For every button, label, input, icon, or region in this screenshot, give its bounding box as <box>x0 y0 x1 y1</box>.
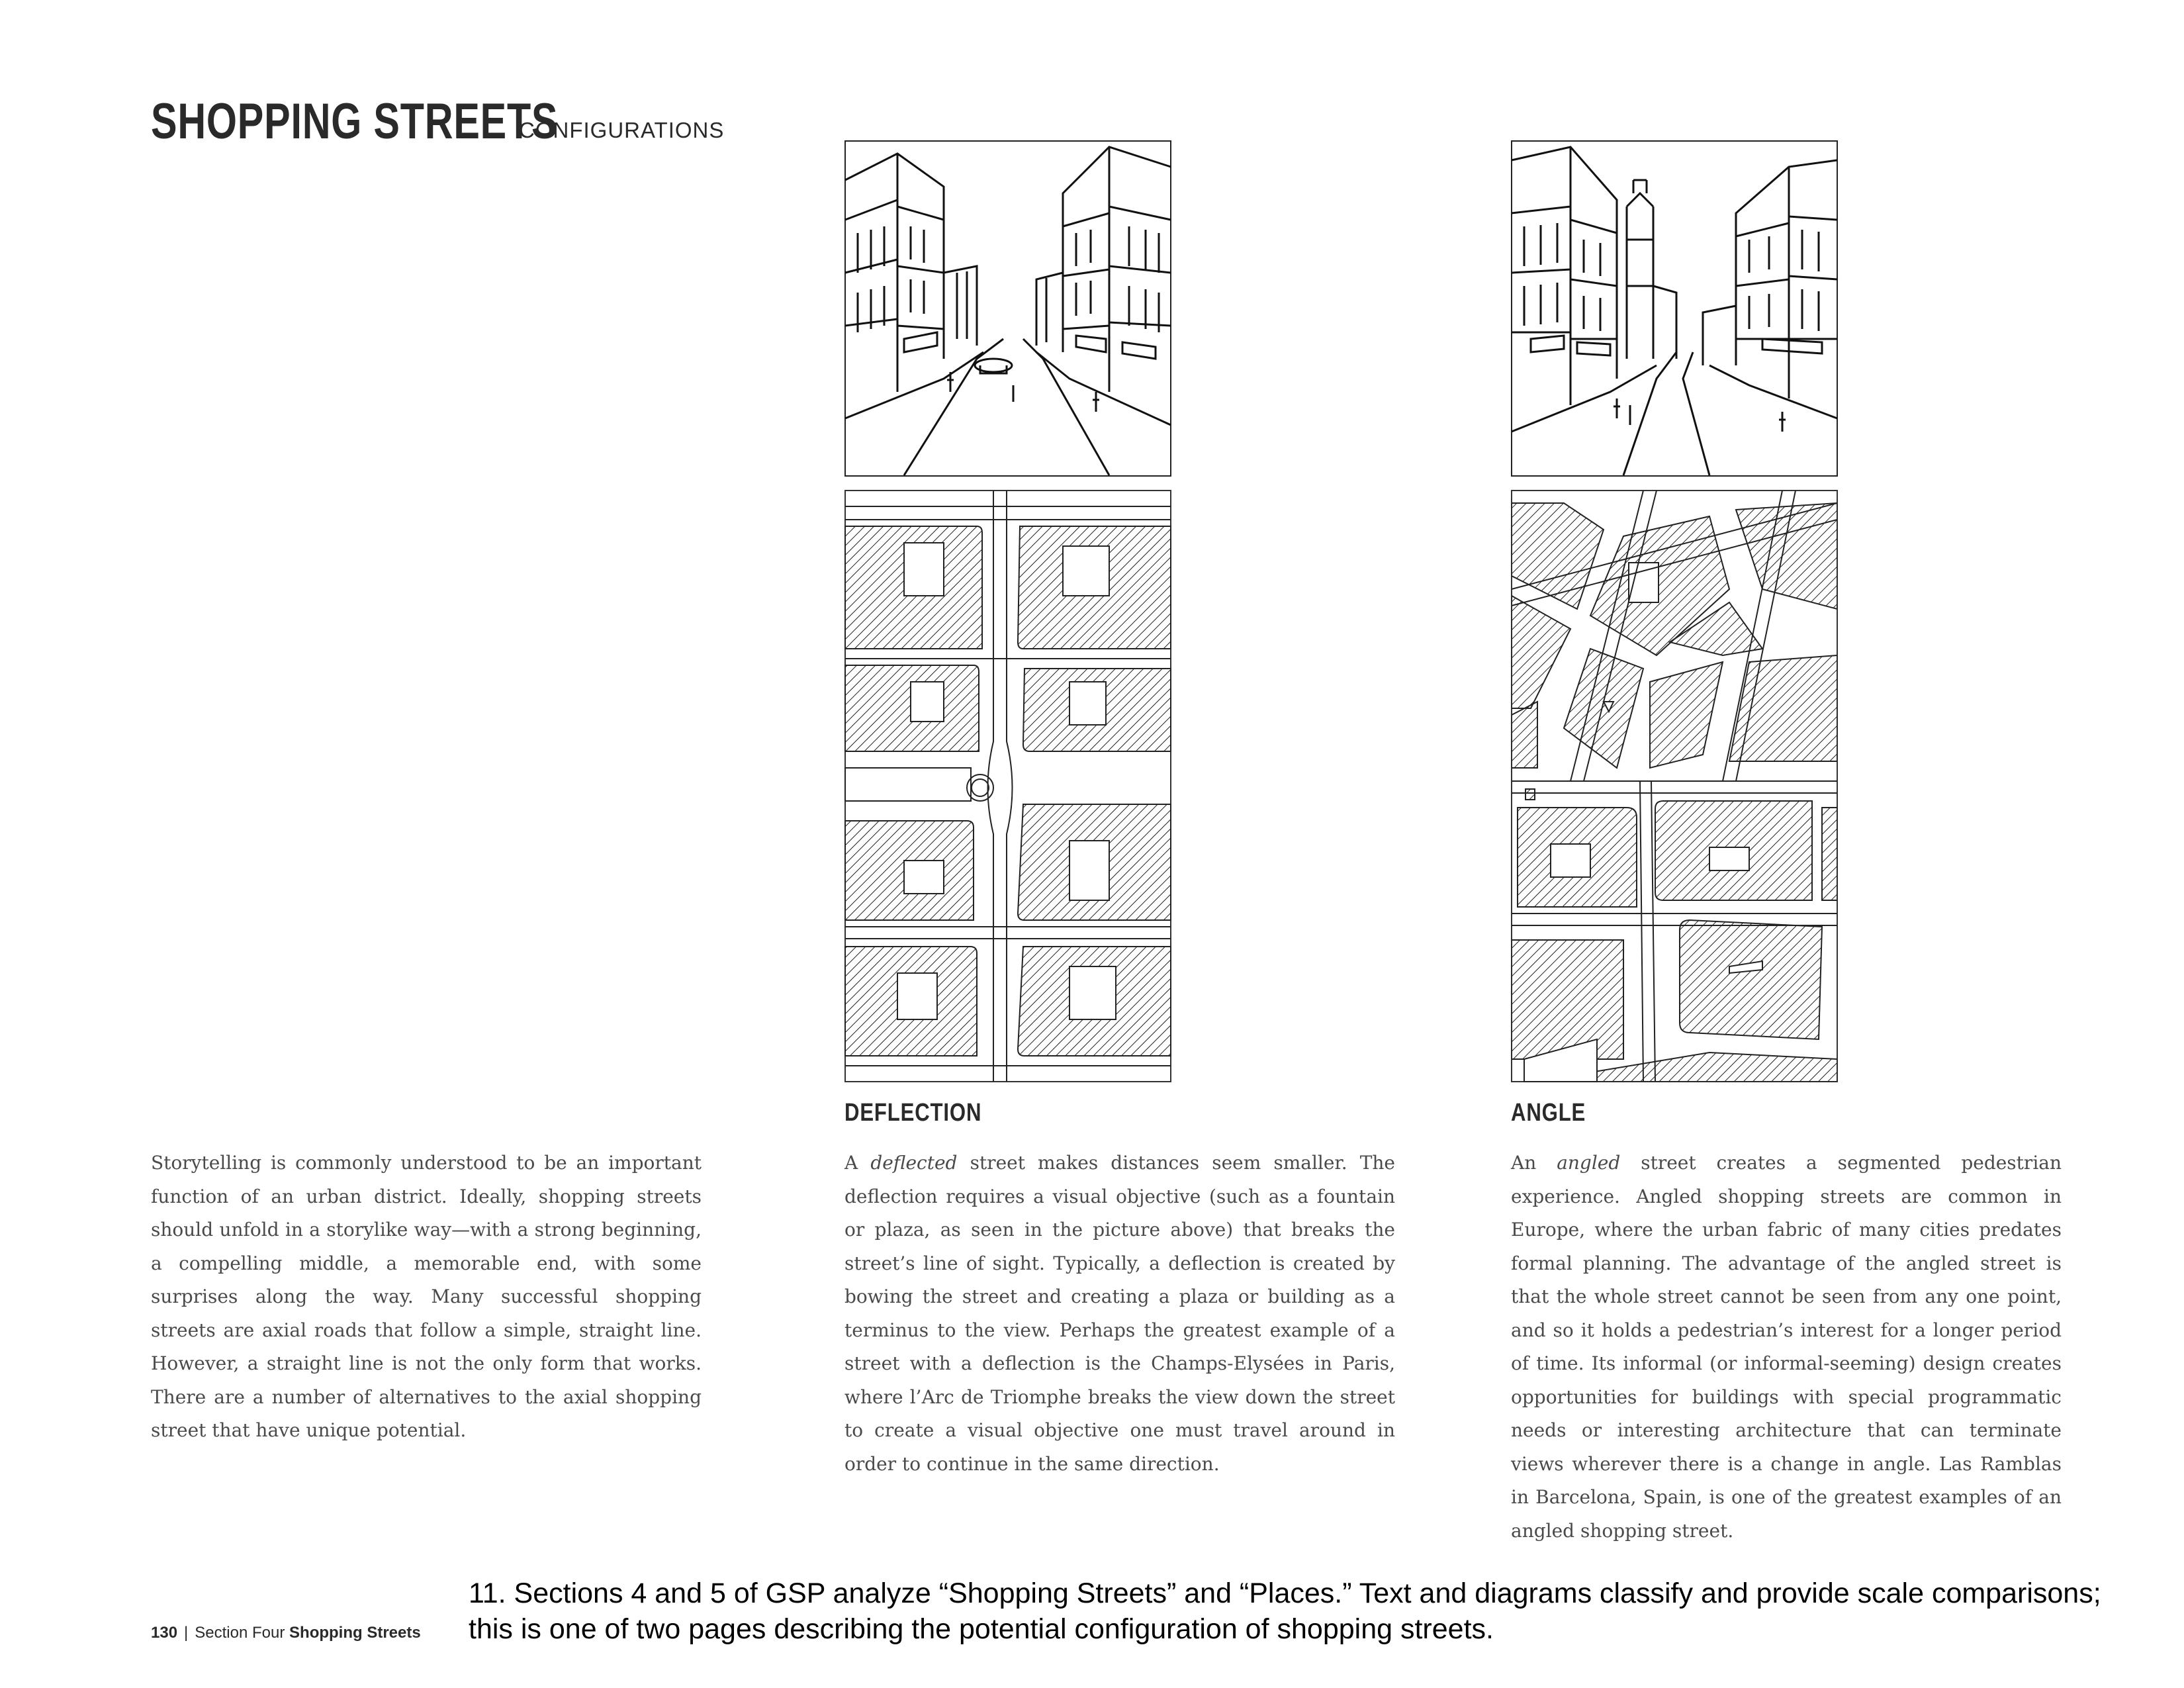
page-title: SHOPPING STREETS <box>151 93 559 150</box>
page-subtitle: CONFIGURATIONS <box>519 118 725 142</box>
annotation-caption <box>469 1575 2136 1647</box>
deflection-heading: DEFLECTION <box>844 1099 982 1127</box>
page-header <box>151 93 725 150</box>
intro-paragraph <box>151 1147 702 1448</box>
angle-text-emphasis: angled <box>1557 1152 1621 1174</box>
footer-separator: | <box>184 1624 189 1642</box>
angle-text-body: street creates a segmented pedestrian experience. Angled shopping streets are common in Europe, where the urban fabric of many cities predates formal planning. The advantage of the angled street is that the whole street cannot be seen from any one point, and so it holds a pedestrian’s interest for a longer period of time. Its informal (or informal-seeming) design creates opportunities for buildings with special programmatic needs or interesting architecture that can terminate views wherever there is a change in angle. Las Ramblas in Barcelona, Spain, is one of the greatest examples of an angled shopping street. <box>1511 1152 2062 1542</box>
angle-text-lead: An <box>1511 1152 1557 1174</box>
deflection-text-body: street makes distances seem smaller. The deflection requires a visual objective (such as a fountain or plaza, as seen in the picture above) that breaks the street’s line of sight. Typically, a deflection is created by bowing the street and creating a plaza or building as a terminus to the view. Perhaps the greatest example of a street with a deflection is the Champs-Elysées in Paris, where l’Arc de Triomphe breaks the view down the street to create a visual objective one must travel around in order to continue in the same direction. <box>844 1152 1395 1475</box>
deflection-text-emphasis: deflected <box>870 1152 958 1174</box>
deflection-paragraph <box>844 1147 1395 1481</box>
angle-heading: ANGLE <box>1511 1099 1586 1127</box>
page-number: 130 <box>151 1624 178 1642</box>
caption-text: 11. Sections 4 and 5 of GSP analyze “Shopping Streets” and “Places.” Text and diagrams classify and provide scale comparisons; this is one of two pages describing the potential configuration of shopping streets. <box>469 1577 2101 1645</box>
angle-paragraph <box>1511 1147 2062 1548</box>
intro-text: Storytelling is commonly understood to be an important function of an urban district. Ideally, shopping streets should unfold in a storylike way—with a strong beginning, a compelling middle, a memorable end, with some surprises along the way. Many successful shopping streets are axial roads that follow a simple, straight line. However, a straight line is not the only form that works. There are a number of alternatives to the axial shopping street that have unique potential. <box>151 1152 702 1441</box>
deflection-text-lead: A <box>844 1152 871 1174</box>
angle-plan-diagram <box>1511 490 1838 1082</box>
deflection-plan-diagram <box>844 490 1171 1082</box>
footer-section: Section Four <box>195 1624 285 1642</box>
deflection-perspective-sketch <box>844 140 1171 477</box>
page-footer <box>151 1624 421 1642</box>
angle-perspective-sketch <box>1511 140 1838 477</box>
footer-section-title: Shopping Streets <box>289 1624 421 1642</box>
